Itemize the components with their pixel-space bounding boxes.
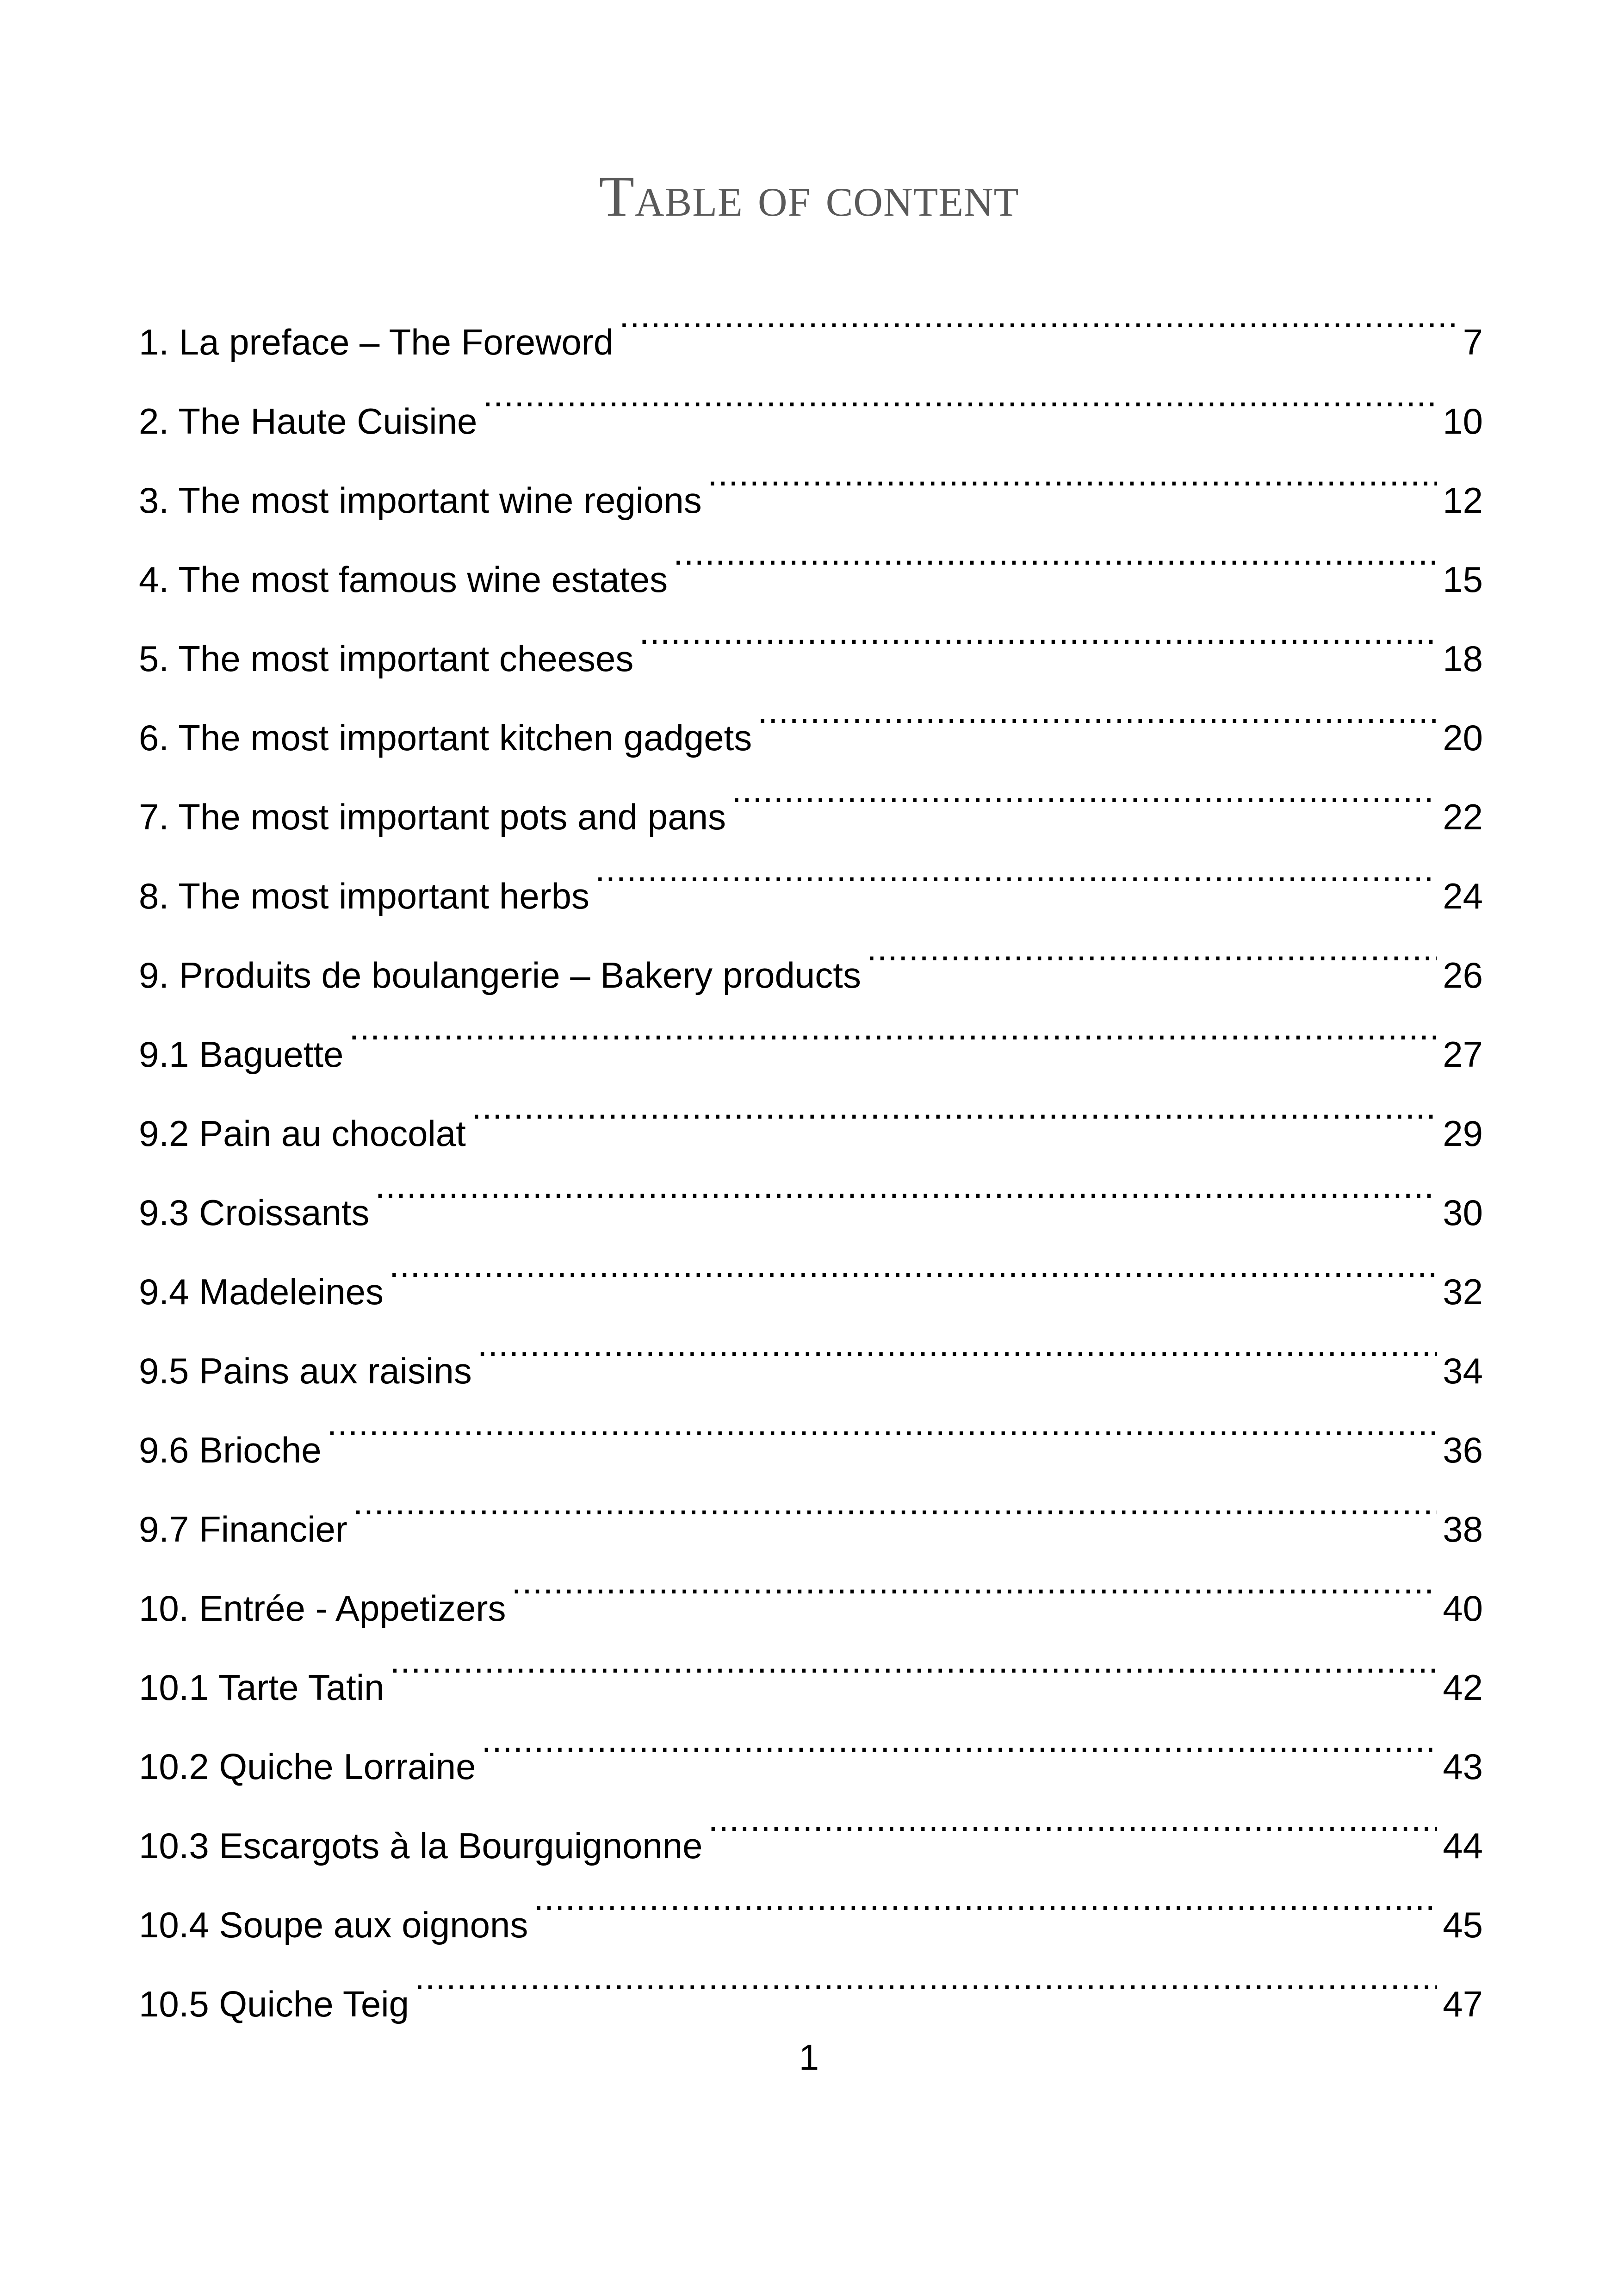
toc-entry-label: 5. The most important cheeses: [139, 638, 634, 679]
toc-entry-page: 36: [1443, 1430, 1483, 1470]
dot-leader: [533, 1858, 1437, 1937]
dot-leader: [483, 355, 1437, 434]
dot-leader: [477, 1304, 1438, 1383]
toc-entry-page: 18: [1443, 638, 1483, 679]
toc-entry-label: 3. The most important wine regions: [139, 480, 702, 521]
dot-leader: [511, 1542, 1437, 1621]
dot-leader: [353, 1462, 1437, 1542]
toc-entry-page: 20: [1443, 717, 1483, 758]
toc-entry-label: 10.3 Escargots à la Bourguignonne: [139, 1825, 703, 1866]
toc-entry-label: 7. The most important pots and pans: [139, 796, 726, 837]
dot-leader: [389, 1225, 1437, 1304]
toc-entry-page: 15: [1443, 559, 1483, 600]
toc-entry-label: 10. Entrée - Appetizers: [139, 1588, 506, 1629]
toc-entry[interactable]: [139, 275, 1483, 362]
toc-entry-label: 9.5 Pains aux raisins: [139, 1350, 472, 1391]
dot-leader: [415, 1937, 1437, 2016]
toc-entry-page: 43: [1443, 1746, 1483, 1787]
toc-entry-label: 8. The most important herbs: [139, 876, 590, 916]
page-title: Table of content: [599, 165, 1019, 229]
toc-entry-label: 10.5 Quiche Teig: [139, 1984, 409, 2024]
dot-leader: [639, 592, 1437, 671]
toc-list: [139, 275, 1483, 2024]
page-number: 1: [799, 2037, 819, 2078]
toc-entry-label: 4. The most famous wine estates: [139, 559, 668, 600]
toc-entry-page: 7: [1463, 322, 1483, 362]
toc-entry-page: 30: [1443, 1192, 1483, 1233]
toc-entry-page: 40: [1443, 1588, 1483, 1629]
toc-entry-page: 24: [1443, 876, 1483, 916]
toc-entry-label: 9.6 Brioche: [139, 1430, 322, 1470]
toc-entry-page: 27: [1443, 1034, 1483, 1075]
toc-entry-label: 9.7 Financier: [139, 1509, 347, 1549]
toc-entry-page: 34: [1443, 1350, 1483, 1391]
dot-leader: [732, 750, 1437, 829]
toc-entry-label: 6. The most important kitchen gadgets: [139, 717, 752, 758]
toc-entry-page: 47: [1443, 1984, 1483, 2024]
toc-entry-label: 9.3 Croissants: [139, 1192, 370, 1233]
dot-leader: [757, 671, 1437, 750]
dot-leader: [673, 513, 1437, 592]
dot-leader: [595, 829, 1437, 908]
toc-entry-label: 10.2 Quiche Lorraine: [139, 1746, 476, 1787]
dot-leader: [867, 908, 1437, 988]
dot-leader: [471, 1067, 1437, 1146]
toc-entry-label: 1. La preface – The Foreword: [139, 322, 614, 362]
dot-leader: [707, 434, 1437, 513]
dot-leader: [708, 1779, 1438, 1858]
toc-entry-label: 9. Produits de boulangerie – Bakery products: [139, 955, 861, 996]
dot-leader: [619, 275, 1457, 355]
toc-entry[interactable]: [139, 1462, 1483, 1549]
toc-entry-page: 32: [1443, 1271, 1483, 1312]
toc-entry-label: 9.4 Madeleines: [139, 1271, 384, 1312]
toc-entry-page: 29: [1443, 1113, 1483, 1154]
toc-entry-label: 9.1 Baguette: [139, 1034, 344, 1075]
dot-leader: [349, 988, 1437, 1067]
toc-entry-label: 9.2 Pain au chocolat: [139, 1113, 466, 1154]
toc-entry-page: 12: [1443, 480, 1483, 521]
dot-leader: [481, 1700, 1437, 1779]
toc-entry-page: 38: [1443, 1509, 1483, 1549]
toc-entry-page: 42: [1443, 1667, 1483, 1708]
toc-entry-page: 45: [1443, 1904, 1483, 1945]
toc-entry-page: 44: [1443, 1825, 1483, 1866]
toc-entry-page: 22: [1443, 796, 1483, 837]
toc-entry-page: 26: [1443, 955, 1483, 996]
toc-entry-page: 10: [1443, 401, 1483, 442]
dot-leader: [327, 1383, 1438, 1462]
dot-leader: [375, 1146, 1438, 1225]
toc-entry-label: 10.4 Soupe aux oignons: [139, 1904, 528, 1945]
toc-entry-label: 10.1 Tarte Tatin: [139, 1667, 384, 1708]
dot-leader: [390, 1621, 1438, 1700]
toc-entry-label: 2. The Haute Cuisine: [139, 401, 477, 442]
toc-entry[interactable]: [139, 1383, 1483, 1470]
